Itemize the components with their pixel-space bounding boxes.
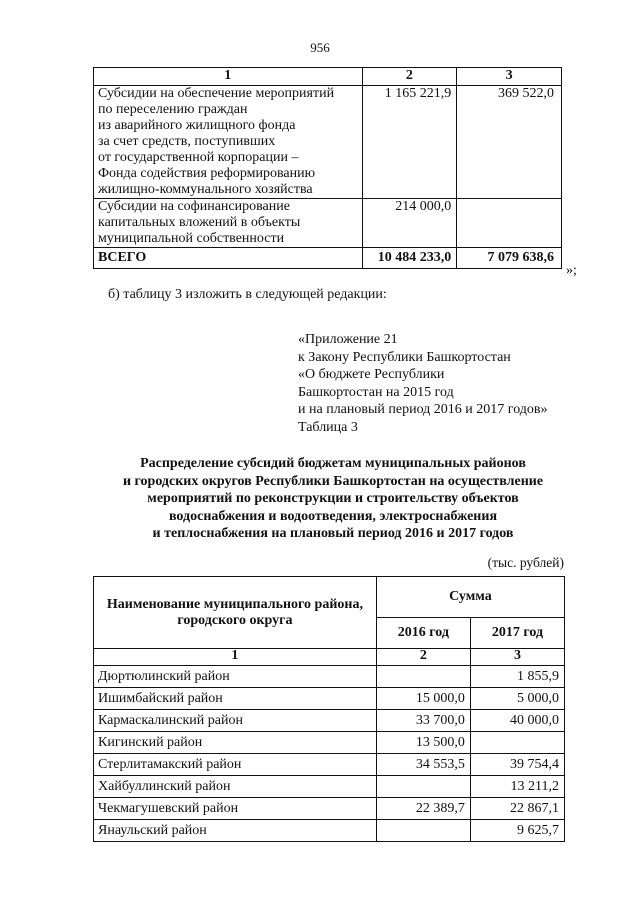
col-number: 3 (470, 649, 564, 666)
subsidy-distribution-table (93, 576, 565, 842)
value-2017 (457, 199, 562, 248)
value-2016: 214 000,0 (362, 199, 457, 248)
col-number: 3 (457, 68, 562, 86)
appendix-line: к Закону Республики Башкортостан (298, 349, 511, 365)
value-2016: 34 553,5 (376, 754, 470, 776)
table-row (94, 688, 565, 710)
row-name-line: из аварийного жилищного фонда (98, 118, 296, 133)
value-2017 (470, 732, 564, 754)
table-row (94, 666, 565, 688)
table-row (94, 732, 565, 754)
value-2017: 9 625,7 (470, 820, 564, 842)
header-sum: Сумма (376, 577, 564, 618)
header-name-line: городского округа (177, 612, 293, 628)
row-name-line: муниципальной собственности (98, 231, 285, 246)
district-name: Чекмагушевский район (94, 798, 377, 820)
value-2017: 369 522,0 (457, 86, 562, 199)
row-name (94, 199, 363, 248)
heading-line: мероприятий по реконструкции и строительству объектов (147, 491, 519, 506)
value-2017: 39 754,4 (470, 754, 564, 776)
column-number-row (94, 649, 565, 666)
table-heading (90, 455, 576, 543)
header-name (94, 577, 377, 649)
units-label: (тыс. рублей) (487, 555, 564, 570)
column-number-row (94, 68, 562, 86)
closing-quote-mark: »; (566, 263, 577, 278)
row-name-line: Субсидии на обеспечение мероприятий (98, 86, 335, 101)
col-number: 1 (94, 649, 377, 666)
page-number: 956 (310, 40, 330, 55)
col-number: 2 (376, 649, 470, 666)
district-name: Стерлитамакский район (94, 754, 377, 776)
table-row (94, 776, 565, 798)
row-name-line: жилищно-коммунального хозяйства (98, 182, 313, 197)
value-2017: 22 867,1 (470, 798, 564, 820)
total-2017: 7 079 638,6 (457, 248, 562, 269)
col-number: 1 (94, 68, 363, 86)
total-row (94, 248, 562, 269)
district-name: Янаульский район (94, 820, 377, 842)
value-2017: 40 000,0 (470, 710, 564, 732)
table-row (94, 820, 565, 842)
district-name: Кигинский район (94, 732, 377, 754)
appendix-line: «О бюджете Республики (298, 367, 445, 382)
value-2016 (376, 820, 470, 842)
district-name: Дюртюлинский район (94, 666, 377, 688)
table-row (94, 754, 565, 776)
row-name-line: по переселению граждан (98, 102, 248, 117)
district-name: Хайбуллинский район (94, 776, 377, 798)
district-name: Кармаскалинский район (94, 710, 377, 732)
table-label: Таблица 3 (298, 419, 358, 435)
value-2016: 33 700,0 (376, 710, 470, 732)
value-2016: 15 000,0 (376, 688, 470, 710)
value-2016: 1 165 221,9 (362, 86, 457, 199)
row-name-line: Фонда содействия реформированию (98, 166, 316, 181)
heading-line: и городских округов Республики Башкортостан на осуществление (122, 473, 544, 489)
total-2016: 10 484 233,0 (362, 248, 457, 269)
appendix-line: «Приложение 21 (298, 332, 398, 347)
heading-line: водоснабжения и водоотведения, электроснабжения (168, 508, 498, 524)
value-2017: 13 211,2 (470, 776, 564, 798)
heading-line: и теплоснабжения на плановый период 2016 и 2017 годов (152, 526, 514, 541)
value-2017: 5 000,0 (470, 688, 564, 710)
subsidy-table-continued (93, 67, 562, 269)
table-row (94, 199, 562, 248)
row-name-line: Субсидии на софинансирование (98, 199, 290, 214)
value-2016: 22 389,7 (376, 798, 470, 820)
value-2016: 13 500,0 (376, 732, 470, 754)
value-2016 (376, 666, 470, 688)
value-2016 (376, 776, 470, 798)
row-name-line: капитальных вложений в объекты (98, 215, 301, 230)
table-row (94, 86, 562, 199)
value-2017: 1 855,9 (470, 666, 564, 688)
row-name (94, 86, 363, 199)
appendix-reference (298, 331, 548, 436)
appendix-line: Башкортостан на 2015 год (298, 384, 454, 400)
amendment-paragraph: б) таблицу 3 изложить в следующей редакции: (108, 287, 387, 302)
heading-line: Распределение субсидий бюджетам муниципальных районов (140, 456, 526, 471)
row-name-line: от государственной корпорации – (98, 150, 299, 165)
total-label: ВСЕГО (94, 248, 363, 269)
header-name-line: Наименование муниципального района, (106, 596, 363, 612)
col-number: 2 (362, 68, 457, 86)
header-row (94, 577, 565, 618)
row-name-line: за счет средств, поступивших (98, 134, 276, 149)
table-row (94, 710, 565, 732)
header-year-2017: 2017 год (470, 618, 564, 649)
header-year-2016: 2016 год (376, 618, 470, 649)
appendix-line: и на плановый период 2016 и 2017 годов» (298, 402, 548, 417)
district-name: Ишимбайский район (94, 688, 377, 710)
table-row (94, 798, 565, 820)
